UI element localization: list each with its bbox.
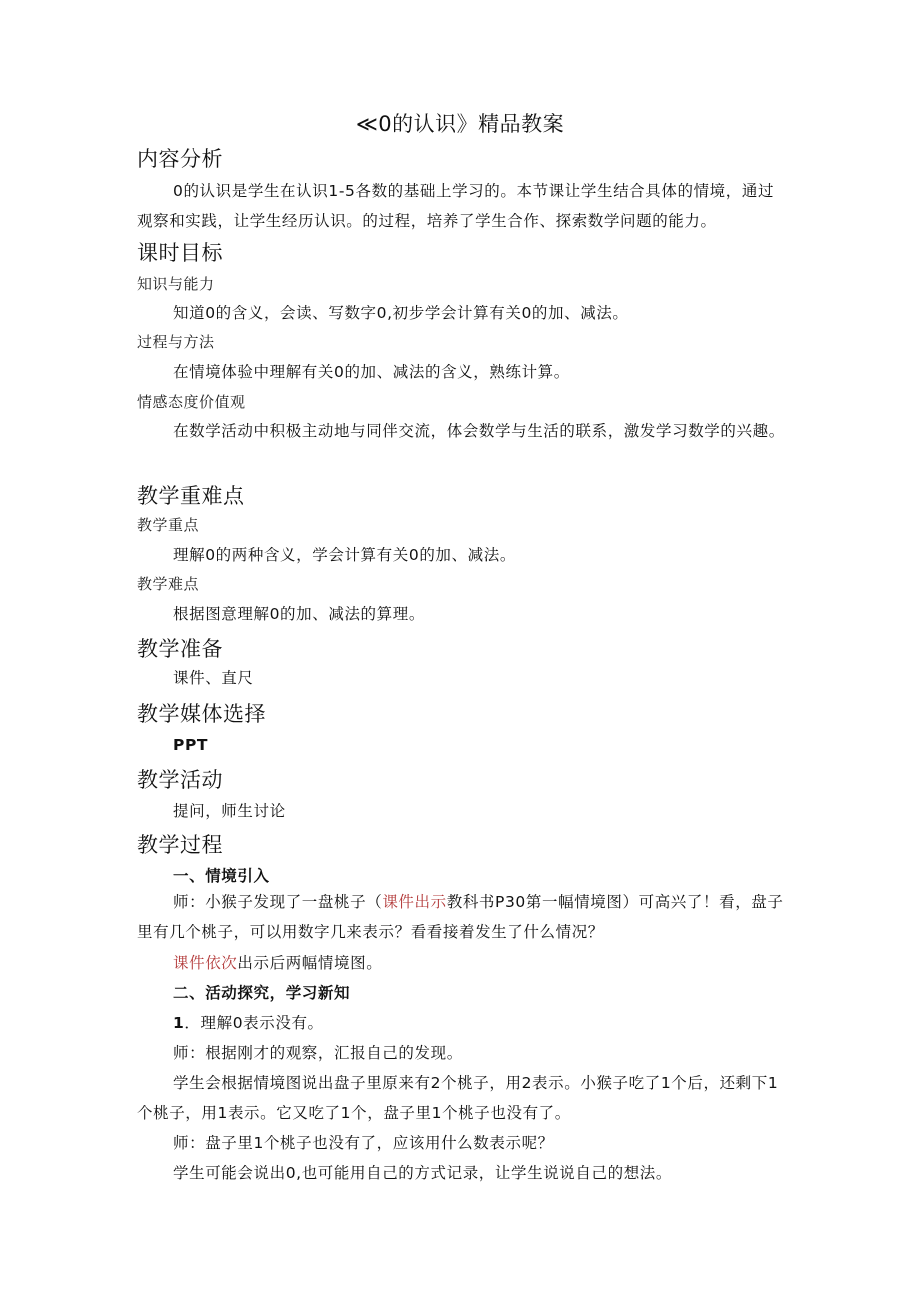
heading-preparation: 教学准备 bbox=[137, 637, 223, 661]
text-knowledge: 知道0的含义，会读、写数字0,初步学会计算有关0的加、减法。 bbox=[173, 304, 629, 322]
label-difficult-point: 教学难点 bbox=[137, 575, 200, 593]
paragraph-step1-followup bbox=[137, 948, 787, 978]
paragraph-content-analysis: 0的认识是学生在认识1-5各数的基础上学习的。本节课让学生结合具体的情境，通过观察和实践，让学生经历认识。的过程，培养了学生合作、探索数学问题的能力。 bbox=[137, 182, 775, 230]
label-knowledge: 知识与能力 bbox=[137, 275, 215, 293]
label-process-method: 过程与方法 bbox=[137, 333, 215, 351]
step2-subheading bbox=[137, 1008, 787, 1038]
paragraph-step2-student1: 学生会根据情境图说出盘子里原来有2个桃子，用2表示。小猴子吃了1个后，还剩下1个桃子，用1表示。它又吃了1个，盘子里1个桃子也没有了。 bbox=[137, 1074, 779, 1122]
paragraph-step2-teacher1: 师：根据刚才的观察，汇报自己的发现。 bbox=[173, 1044, 463, 1062]
heading-key-points: 教学重难点 bbox=[137, 484, 245, 508]
text-key-point: 理解0的两种含义，学会计算有关0的加、减法。 bbox=[173, 546, 516, 564]
step2-sub-number: 1 bbox=[173, 1014, 185, 1032]
step1-highlight-courseware: 课件出示 bbox=[382, 893, 447, 911]
paragraph-step2-teacher2: 师：盘子里1个桃子也没有了，应该用什么数表示呢？ bbox=[173, 1134, 554, 1152]
heading-activities: 教学活动 bbox=[137, 768, 223, 792]
step2-sub-text: ．理解0表示没有。 bbox=[184, 1014, 324, 1032]
step1-text-b: 教科书P30第一幅情境图）可高兴了！看，盘子里有几个桃子，可以用数字几来表示？看看接着发生了什么情况？ bbox=[137, 893, 784, 941]
label-emotion: 情感态度价值观 bbox=[137, 393, 246, 411]
text-process-method: 在情境体验中理解有关0的加、减法的含义，熟练计算。 bbox=[173, 363, 570, 381]
text-preparation: 课件、直尺 bbox=[173, 669, 254, 687]
label-step2: 二、活动探究，学习新知 bbox=[173, 984, 351, 1002]
label-key-point: 教学重点 bbox=[137, 516, 200, 534]
heading-content-analysis: 内容分析 bbox=[137, 147, 223, 171]
text-difficult-point: 根据图意理解0的加、减法的算理。 bbox=[173, 605, 425, 623]
step1-text-a: 师：小猴子发现了一盘桃子（ bbox=[173, 893, 383, 911]
document-title: ≪0的认识》精品教案 bbox=[355, 112, 565, 136]
text-activities: 提问，师生讨论 bbox=[173, 802, 286, 820]
heading-objectives: 课时目标 bbox=[137, 241, 223, 265]
step1-highlight-sequence: 课件依次 bbox=[173, 954, 238, 972]
paragraph-step1-intro bbox=[137, 887, 787, 947]
text-emotion: 在数学活动中积极主动地与同伴交流，体会数学与生活的联系，激发学习数学的兴趣。 bbox=[173, 422, 785, 440]
step1-followup-text: 出示后两幅情境图。 bbox=[237, 954, 383, 972]
heading-process: 教学过程 bbox=[137, 833, 223, 857]
label-step1: 一、情境引入 bbox=[173, 867, 270, 885]
text-media: PPT bbox=[173, 736, 209, 754]
heading-media: 教学媒体选择 bbox=[137, 702, 266, 726]
paragraph-step2-student2: 学生可能会说出0,也可能用自己的方式记录，让学生说说自己的想法。 bbox=[173, 1164, 672, 1182]
